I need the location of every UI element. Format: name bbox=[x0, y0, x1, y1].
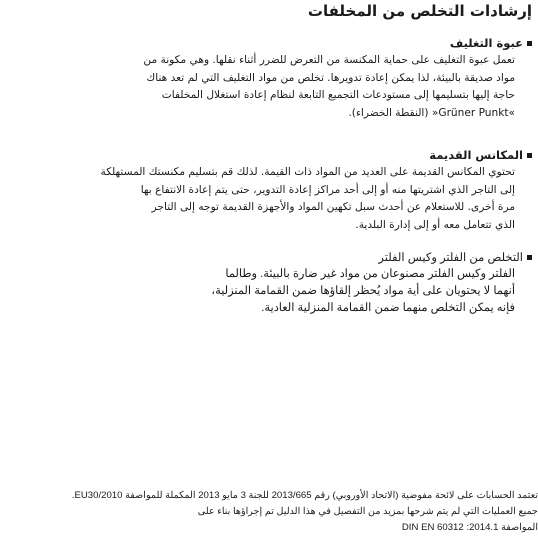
section-body: تعمل عبوة التغليف على حماية المكنسة من التعرض للضرر أثناء نقلها. وهي مكونة من مواد صديقة بالبيئة، لذا يمكن إعادة تدويرها. تخلص من مواد التغليف التي لم تعد هناك حاجة إليها بتسليمها إلى مستودعات التجميع التابعة لنظام إعادة استغلال المخلفات »Grüner Punkt« (النقطة الخضراء). bbox=[143, 54, 515, 119]
section-body: تحتوي المكانس القديمة على العديد من المواد ذات القيمة. لذلك قم بتسليم مكنستك المستهلكة إلى التاجر الذي اشتريتها منه أو إلى أحد مراكز إعادة التدوير، حتى يتم إعادة الانتفاع بها مرة أخرى. للاستعلام عن أحدث سبل تكهين المواد والأجهزة القديمة توجه إلى التاجر الذي تتعامل معه أو إلى إدارة البلدية. bbox=[100, 166, 515, 231]
footer-note: تعتمد الحسابات على لائحة مفوضية (الاتحاد الأوروبي) رقم 2013/665 للجنة 3 مايو 2013 المكملة للمواصفة EU30/2010. جميع العمليات التي لم يتم شرحها بمزيد من التفصيل في هذا الدليل تم إجراؤها بناء على المواصفة DIN EN 60312 :2014.1 bbox=[71, 490, 538, 533]
bullet-icon bbox=[527, 255, 532, 260]
section-heading bbox=[92, 36, 532, 50]
page-title: إرشادات التخلص من المخلفات bbox=[307, 2, 532, 20]
bullet-icon bbox=[527, 153, 532, 158]
section-heading bbox=[92, 148, 532, 162]
section-filter-disposal bbox=[92, 250, 532, 317]
bullet-icon bbox=[527, 41, 532, 46]
section-old-appliances bbox=[92, 148, 532, 234]
section-heading bbox=[92, 250, 532, 264]
section-heading-text: التخلص من الفلتر وكيس الفلتر bbox=[378, 252, 523, 264]
section-packaging bbox=[92, 36, 532, 122]
section-heading-text: عبوة التغليف bbox=[449, 36, 523, 50]
section-heading-text: المكانس القديمة bbox=[429, 148, 523, 162]
section-body: الفلتر وكيس الفلتر مصنوعان من مواد غير ضارة بالبيئة. وطالما أنهما لا يحتويان على أية مواد يُحظر إلقاؤها ضمن القمامة المنزلية، فإنه يمكن التخلص منهما ضمن القمامة المنزلية العادية. bbox=[211, 268, 515, 314]
